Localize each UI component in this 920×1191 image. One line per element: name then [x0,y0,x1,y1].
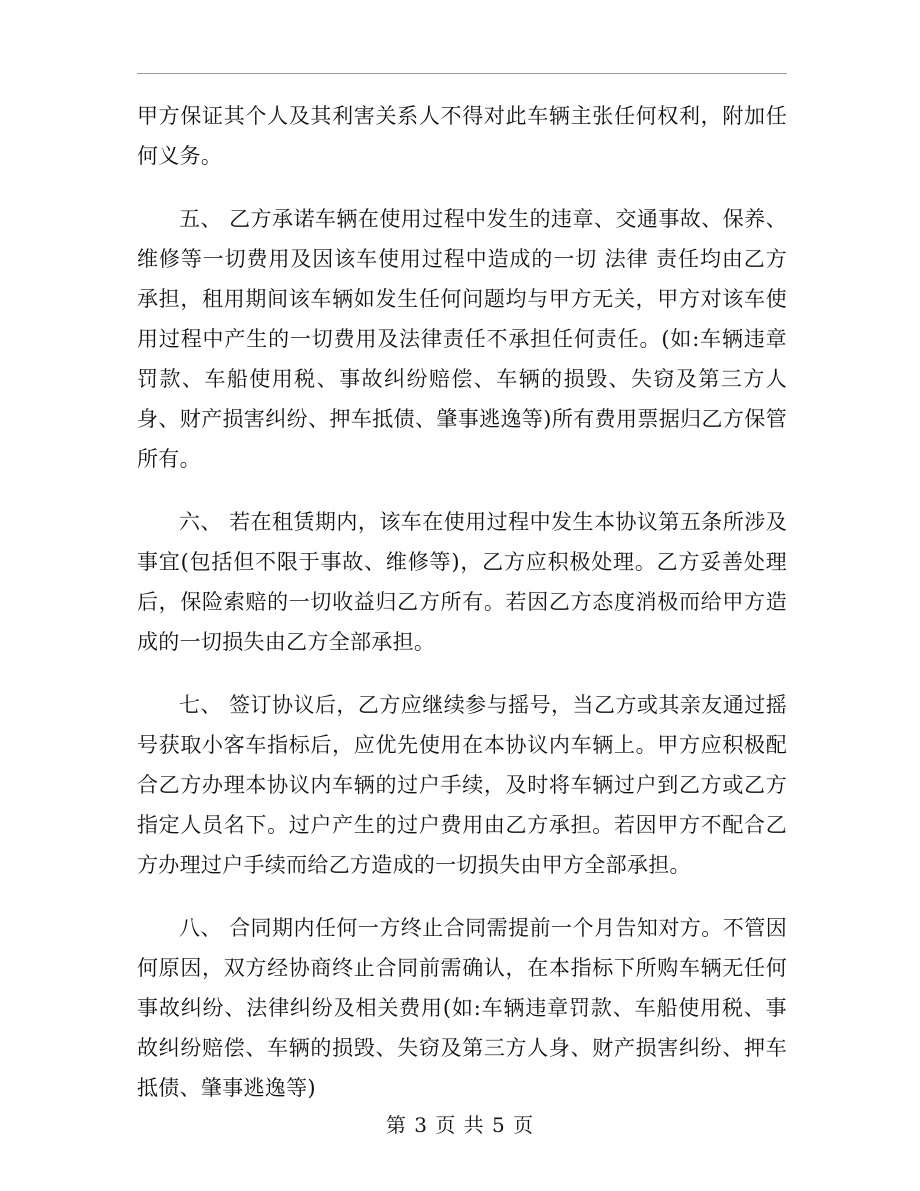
document-body [137,96,787,1131]
paragraph-continuation: 甲方保证其个人及其利害关系人不得对此车辆主张任何权利，附加任何义务。 [137,104,787,168]
paragraph-clause-7: 七、 签订协议后，乙方应继续参与摇号，当乙方或其亲友通过摇号获取小客车指标后，应优先使用在本协议内车辆上。甲方应积极配合乙方办理本协议内车辆的过户手续，及时将车辆过户到乙方或乙方指定人员名下。过户产生的过户费用由乙方承担。若因甲方不配合乙方办理过户手续而给乙方造成的一切损失由甲方全部承担。 [137,693,787,877]
paragraph-clause-8: 八、 合同期内任何一方终止合同需提前一个月告知对方。不管因何原因，双方经协商终止合同前需确认，在本指标下所购车辆无任何事故纠纷、法律纠纷及相关费用(如:车辆违章罚款、车船使用税、事故纠纷赔偿、车辆的损毁、失窃及第三方人身、财产损害纠纷、押车抵债、肇事逃逸等) [137,916,787,1100]
page-number-footer: 第 3 页 共 5 页 [385,1113,535,1137]
paragraph-clause-6: 六、 若在租赁期内，该车在使用过程中发生本协议第五条所涉及事宜(包括但不限于事故、维修等)，乙方应积极处理。乙方妥善处理后，保险索赔的一切收益归乙方所有。若因乙方态度消极而给甲方造成的一切损失由乙方全部承担。 [137,510,787,654]
paragraph-clause-5: 五、 乙方承诺车辆在使用过程中发生的违章、交通事故、保养、维修等一切费用及因该车使用过程中造成的一切 法律 责任均由乙方承担，租用期间该车辆如发生任何问题均与甲方无关，甲方对该车使用过程中产生的一切费用及法律责任不承担任何责任。(如:车辆违章罚款、车船使用税、事故纠纷赔偿、车辆的损毁、失窃及第三方人身、财产损害纠纷、押车抵债、肇事逃逸等)所有费用票据归乙方保管所有。 [137,207,787,471]
header-rule [137,73,787,74]
